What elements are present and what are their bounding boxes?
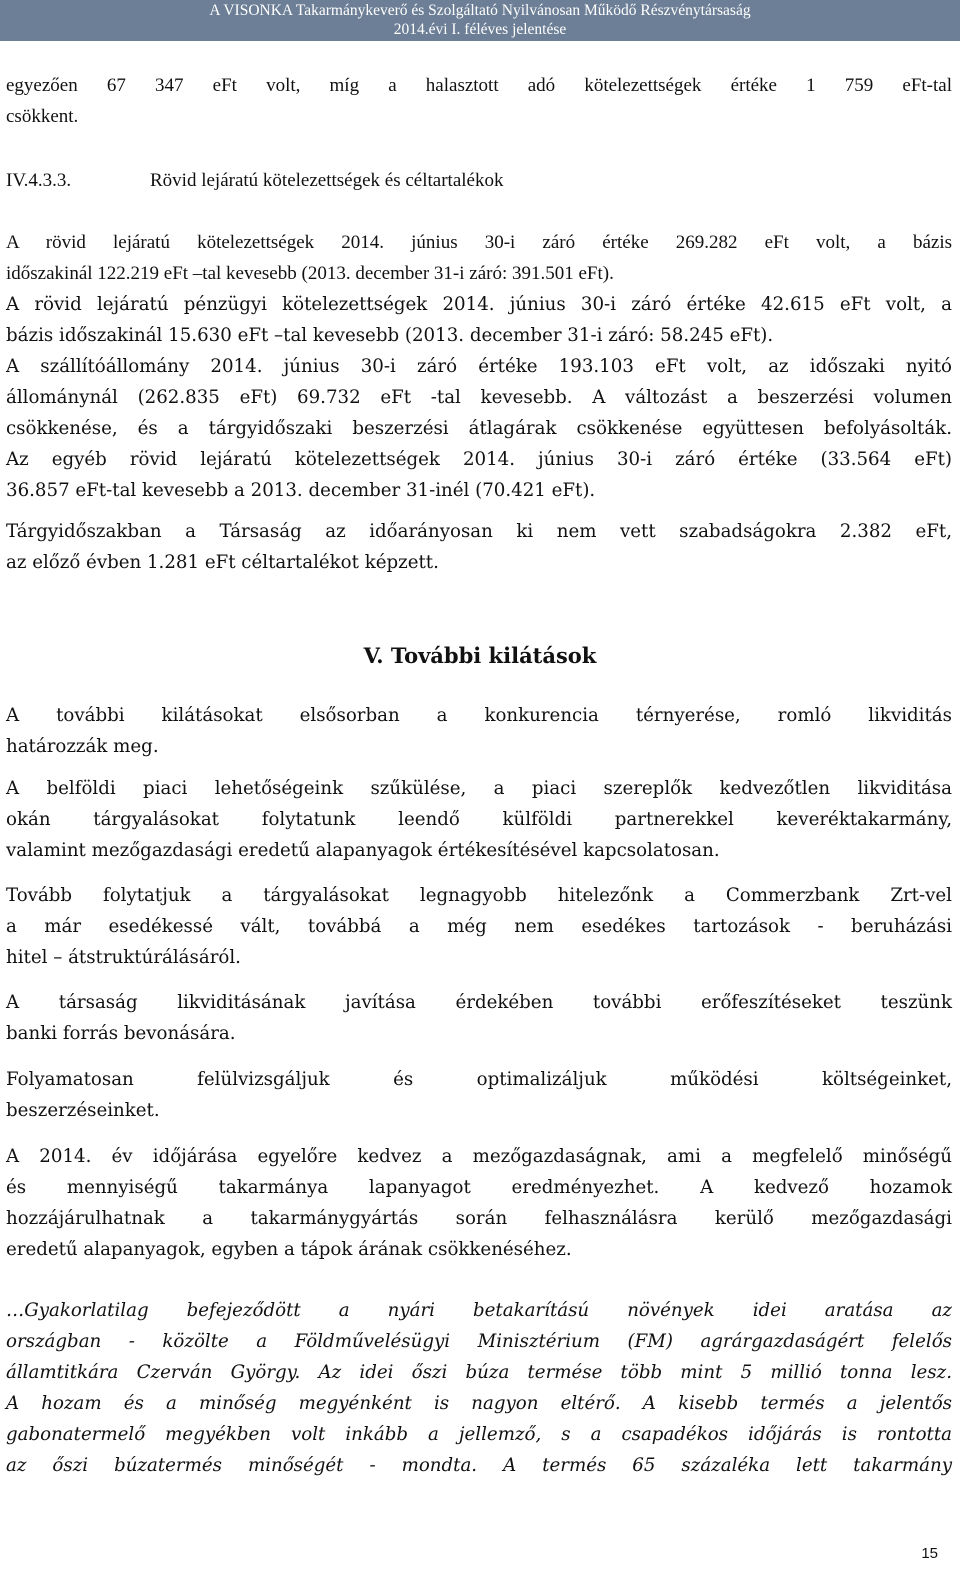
text-line: …Gyakorlatilag befejeződött a nyári betakarítású növények idei aratása az: [6, 1300, 952, 1321]
text-line: Tárgyidőszakban a Társaság az időarányosan ki nem vett szabadságokra 2.382 eFt,: [6, 521, 952, 542]
outlook-paragraph-2: [6, 773, 952, 866]
outlook-paragraph-6: [6, 1141, 952, 1265]
header-report-title: 2014.évi I. féléves jelentése: [393, 21, 567, 38]
short-term-liabilities-paragraph: [6, 227, 952, 506]
text-line: A 2014. év időjárása egyelőre kedvez a mezőgazdaságnak, ami a megfelelő minőségű: [6, 1146, 952, 1167]
text-line: egyezően 67 347 eFt volt, míg a halasztott adó kötelezettségek értéke 1 759 eFt-tal: [6, 75, 952, 96]
text-line: A további kilátásokat elsősorban a konkurencia térnyerése, romló likviditás: [6, 705, 952, 726]
text-line: államtitkára Czerván György. Az idei őszi búza termése több mint 5 millió tonna lesz.: [6, 1362, 952, 1383]
text-line: A társaság likviditásának javítása érdekében további erőfeszítéseket teszünk: [6, 992, 952, 1013]
text-line: az őszi búzatermés minőségét - mondta. A termés 65 százaléka lett takarmány: [6, 1455, 952, 1476]
text-line: az előző évben 1.281 eFt céltartalékot képzett.: [6, 552, 439, 573]
text-line: Folyamatosan felülvizsgáljuk és optimalizáljuk működési költségeinket,: [6, 1069, 952, 1090]
text-line: banki forrás bevonására.: [6, 1023, 236, 1044]
document-header: [0, 0, 960, 41]
text-line: hozzájárulhatnak a takarmánygyártás során felhasználásra kerülő mezőgazdasági: [6, 1208, 952, 1229]
subsection-title: Rövid lejáratú kötelezettségek és céltartalékok: [150, 170, 504, 191]
outlook-paragraph-4: [6, 987, 952, 1049]
text-line: hitel – átstruktúrálásáról.: [6, 947, 241, 968]
text-line: állománynál (262.835 eFt) 69.732 eFt -tal kevesebb. A változást a beszerzési volumen: [6, 387, 952, 408]
section-title: V. További kilátások: [363, 643, 597, 668]
outlook-paragraph-5: [6, 1064, 952, 1126]
quote-paragraph: [6, 1295, 952, 1481]
header-company-name: A VISONKA Takarmánykeverő és Szolgáltató Nyilvánosan Működő Részvénytársaság: [209, 2, 751, 19]
text-line: okán tárgyalásokat folytatunk leendő külföldi partnerekkel keveréktakarmány,: [6, 809, 952, 830]
text-line: Az egyéb rövid lejáratú kötelezettségek 2014. június 30-i záró értéke (33.564 eFt): [6, 449, 952, 470]
text-line: csökkenése, és a tárgyidőszaki beszerzési átlagárak csökkenése együttesen befolyásolták.: [6, 418, 952, 439]
text-line: A rövid lejáratú kötelezettségek 2014. június 30-i záró értéke 269.282 eFt volt, a bázis: [6, 232, 952, 253]
text-line: a már esedékessé vált, továbbá a még nem esedékes tartozások - beruházási: [6, 916, 952, 937]
text-line: A belföldi piaci lehetőségeink szűkülése, a piaci szereplők kedvezőtlen likviditása: [6, 778, 952, 799]
text-line: beszerzéseinket.: [6, 1100, 160, 1121]
text-line: csökkent.: [6, 106, 79, 127]
text-line: bázis időszakinál 15.630 eFt –tal kevesebb (2013. december 31-i záró: 58.245 eFt).: [6, 325, 774, 346]
text-line: határozzák meg.: [6, 736, 159, 757]
text-line: valamint mezőgazdasági eredetű alapanyagok értékesítésével kapcsolatosan.: [6, 840, 720, 861]
intro-paragraph: [6, 70, 952, 132]
page-number: 15: [921, 1545, 938, 1562]
outlook-paragraph-1: [6, 700, 952, 762]
text-line: időszakinál 122.219 eFt –tal kevesebb (2013. december 31-i záró: 391.501 eFt).: [6, 263, 614, 284]
text-line: A hozam és a minőség megyénként is nagyon eltérő. A kisebb termés a jelentős: [6, 1393, 952, 1414]
provisions-paragraph: [6, 516, 952, 578]
text-line: A szállítóállomány 2014. június 30-i záró értéke 193.103 eFt volt, az időszaki nyitó: [6, 356, 952, 377]
text-line: Tovább folytatjuk a tárgyalásokat legnagyobb hitelezőnk a Commerzbank Zrt-vel: [6, 885, 952, 906]
text-line: és mennyiségű takarmánya lapanyagot eredményezhet. A kedvező hozamok: [6, 1177, 952, 1198]
outlook-paragraph-3: [6, 880, 952, 973]
text-line: eredetű alapanyagok, egyben a tápok árának csökkenéséhez.: [6, 1239, 572, 1260]
text-line: A rövid lejáratú pénzügyi kötelezettségek 2014. június 30-i záró értéke 42.615 eFt volt, a: [6, 294, 952, 315]
text-line: 36.857 eFt-tal kevesebb a 2013. december 31-inél (70.421 eFt).: [6, 480, 596, 501]
subsection-number: IV.4.3.3.: [6, 170, 72, 191]
text-line: országban - közölte a Földművelésügyi Minisztérium (FM) agrárgazdaságért felelős: [6, 1331, 952, 1352]
text-line: gabonatermelő megyékben volt inkább a jellemző, s a csapadékos időjárás is rontotta: [6, 1424, 952, 1445]
